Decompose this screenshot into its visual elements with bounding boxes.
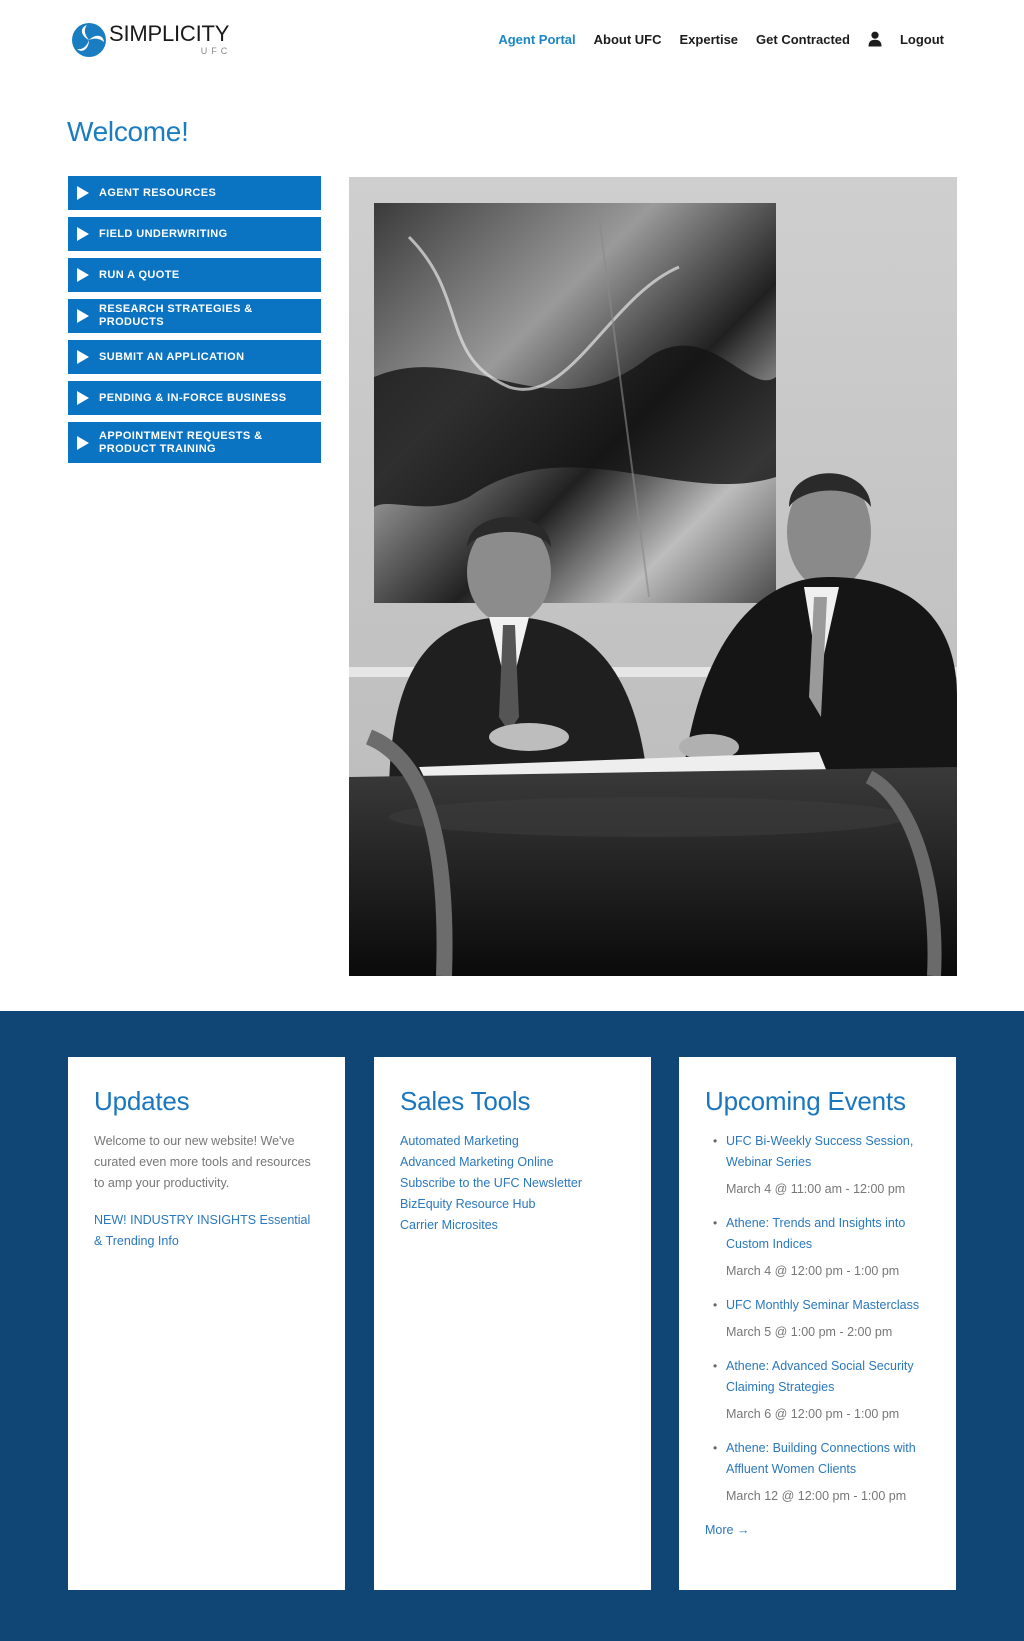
updates-body: Welcome to our new website! We've curated even more tools and resources to amp your productivity.: [94, 1134, 311, 1190]
event-date: March 6 @ 12:00 pm - 1:00 pm: [726, 1407, 900, 1421]
sales-tool-carrier-microsites[interactable]: Carrier Microsites: [400, 1218, 498, 1232]
office-meeting-photo: [349, 177, 957, 976]
menu-agent-resources[interactable]: [68, 176, 321, 210]
event-date: March 5 @ 1:00 pm - 2:00 pm: [726, 1325, 893, 1339]
sales-tool-newsletter[interactable]: Subscribe to the UFC Newsletter: [400, 1176, 583, 1190]
sales-tool-automated-marketing[interactable]: Automated Marketing: [400, 1134, 519, 1148]
event-title-link[interactable]: • UFC Bi-Weekly Success Session, Webinar Series: [726, 1134, 914, 1169]
logo-wordmark: SIMPLICITY: [109, 21, 230, 46]
event-title-link[interactable]: • Athene: Advanced Social Security Claiming Strategies: [726, 1359, 914, 1394]
menu-label: FIELD UNDERWRITING: [99, 227, 228, 240]
nav-agent-portal[interactable]: Agent Portal: [498, 31, 576, 47]
play-arrow-icon: [77, 227, 89, 241]
industry-insights-link[interactable]: NEW! INDUSTRY INSIGHTS Essential & Trending Info: [94, 1213, 311, 1248]
play-arrow-icon: [77, 350, 89, 364]
menu-pending-in-force[interactable]: [68, 381, 321, 415]
logo-swirl-icon: [71, 22, 107, 58]
sales-tools-title: Sales Tools: [400, 1086, 531, 1116]
menu-label: APPOINTMENT REQUESTS & PRODUCT TRAINING: [99, 429, 263, 455]
updates-card: [68, 1057, 345, 1590]
menu-appointment-requests[interactable]: [68, 422, 321, 463]
play-arrow-icon: [77, 436, 89, 450]
menu-label: RESEARCH STRATEGIES & PRODUCTS: [99, 303, 253, 328]
page-title: Welcome!: [67, 116, 189, 147]
sales-tool-advanced-marketing[interactable]: Advanced Marketing Online: [400, 1155, 554, 1169]
menu-research-strategies[interactable]: [68, 299, 321, 333]
event-item: [705, 1295, 930, 1343]
more-events-link[interactable]: More →: [705, 1523, 750, 1537]
nav-logout[interactable]: Logout: [899, 31, 944, 47]
sales-tool-bizequity[interactable]: BizEquity Resource Hub: [400, 1197, 536, 1211]
menu-label: SUBMIT AN APPLICATION: [99, 350, 245, 363]
event-item: [705, 1131, 930, 1200]
agent-side-menu: [68, 176, 321, 470]
event-title-link[interactable]: • Athene: Building Connections with Affluent Women Clients: [726, 1441, 916, 1476]
nav-about-ufc[interactable]: About UFC: [593, 31, 662, 47]
menu-run-a-quote[interactable]: [68, 258, 321, 292]
play-arrow-icon: [77, 309, 89, 323]
upcoming-events-card: [679, 1057, 956, 1590]
hero-photo: [349, 177, 957, 976]
menu-field-underwriting[interactable]: [68, 217, 321, 251]
menu-submit-application[interactable]: [68, 340, 321, 374]
user-icon[interactable]: [868, 31, 882, 47]
play-arrow-icon: [77, 391, 89, 405]
nav-get-contracted[interactable]: Get Contracted: [756, 31, 850, 47]
event-title-link[interactable]: • UFC Monthly Seminar Masterclass: [726, 1298, 920, 1312]
play-arrow-icon: [77, 268, 89, 282]
nav-expertise[interactable]: Expertise: [679, 31, 739, 47]
updates-title: Updates: [94, 1086, 190, 1116]
play-arrow-icon: [77, 186, 89, 200]
event-date: March 4 @ 12:00 pm - 1:00 pm: [726, 1264, 900, 1278]
event-date: March 12 @ 12:00 pm - 1:00 pm: [726, 1489, 907, 1503]
events-title: Upcoming Events: [705, 1086, 906, 1116]
main-nav: [480, 31, 944, 47]
menu-label: AGENT RESOURCES: [99, 186, 217, 199]
event-title-link[interactable]: • Athene: Trends and Insights into Custom Indices: [726, 1216, 906, 1251]
events-list: [705, 1131, 930, 1507]
menu-label: PENDING & IN-FORCE BUSINESS: [99, 391, 287, 404]
logo[interactable]: [71, 21, 232, 58]
menu-label: RUN A QUOTE: [99, 268, 180, 281]
event-item: [705, 1438, 930, 1507]
logo-subtitle: UFC: [200, 46, 232, 56]
event-item: [705, 1213, 930, 1282]
site-header: [0, 0, 1024, 82]
event-date: March 4 @ 11:00 am - 12:00 pm: [726, 1182, 906, 1196]
event-item: [705, 1356, 930, 1425]
sales-tools-card: [374, 1057, 651, 1590]
